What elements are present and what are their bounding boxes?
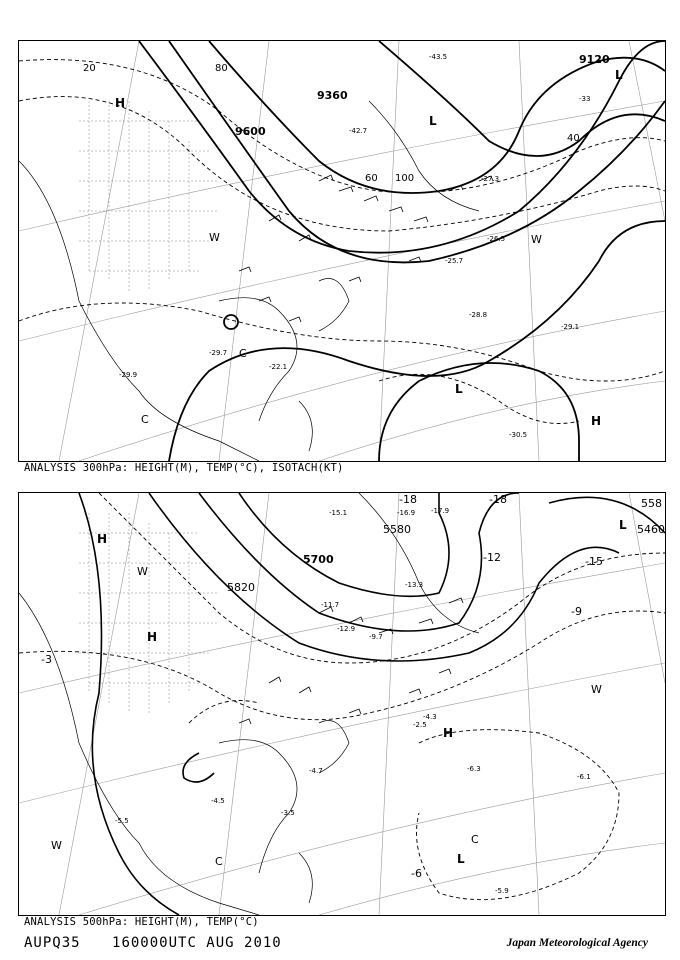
temp-value: -16.9: [397, 509, 416, 517]
temp-value: -42.7: [349, 127, 368, 135]
chart-code: AUPQ35: [24, 935, 81, 951]
high-center: H: [591, 414, 602, 428]
isotachs: [19, 60, 665, 424]
isotach-label: 80: [215, 63, 228, 74]
isotach-label: 40: [567, 133, 580, 144]
isotherms: [19, 493, 665, 900]
temp-value: -28.8: [469, 311, 488, 319]
temp-value: -3.5: [281, 809, 295, 817]
cold-center: C: [239, 347, 247, 360]
high-center: H: [443, 726, 454, 740]
height-label: 5820: [227, 581, 255, 594]
high-center: H: [147, 630, 158, 644]
isotach-label: 60: [365, 173, 378, 184]
height-contours: [79, 493, 665, 915]
temp-value: -30.5: [509, 431, 528, 439]
low-center: L: [429, 114, 437, 128]
temp-value: -26.5: [487, 235, 506, 243]
temp-value: -6.3: [467, 765, 481, 773]
valid-time: 160000UTC AUG 2010: [112, 935, 282, 951]
caption-500hpa: ANALYSIS 500hPa: HEIGHT(M), TEMP(°C): [24, 916, 259, 928]
height-label: 9360: [317, 89, 348, 102]
cold-center: C: [215, 855, 223, 868]
high-center: H: [115, 96, 126, 110]
height-label: 5700: [303, 553, 334, 566]
isotach-label: 100: [395, 173, 415, 184]
warm-center: W: [51, 839, 62, 852]
temp-value: -29.7: [209, 349, 228, 357]
caption-300hpa: ANALYSIS 300hPa: HEIGHT(M), TEMP(°C), ISOTACH(KT): [24, 462, 344, 474]
warm-center: W: [209, 231, 220, 244]
temp-contour-label: -9: [571, 605, 582, 618]
temp-value: -11.7: [321, 601, 340, 609]
height-label: 558: [641, 497, 662, 510]
temp-value: -2.5: [413, 721, 427, 729]
cold-center: C: [471, 833, 479, 846]
map-500hpa: [19, 493, 665, 915]
high-center: H: [97, 532, 108, 546]
temp-value: -6.1: [577, 773, 591, 781]
temp-contour-label: -18: [399, 493, 417, 506]
temp-value: -13.3: [405, 581, 424, 589]
low-center: L: [457, 852, 465, 866]
map-300hpa: [19, 41, 665, 461]
agency-credit: Japan Meteorological Agency: [506, 937, 648, 949]
temp-value: -15.1: [329, 509, 348, 517]
height-label: 9600: [235, 125, 266, 138]
temp-value: -25.7: [445, 257, 464, 265]
temp-value: -43.5: [429, 53, 448, 61]
height-label: 5580: [383, 523, 411, 536]
temp-value: -29.1: [561, 323, 580, 331]
chart-id-line: [24, 935, 304, 951]
temp-value: -29.9: [119, 371, 138, 379]
warm-center: W: [591, 683, 602, 696]
cold-center: C: [141, 413, 149, 426]
low-center: L: [619, 518, 627, 532]
temp-value: -9.7: [369, 633, 383, 641]
temp-contour-label: -18: [489, 493, 507, 506]
coastline: [19, 493, 479, 915]
low-center: L: [455, 382, 463, 396]
temp-value: -5.9: [495, 887, 509, 895]
temp-value: -5.5: [115, 817, 129, 825]
temp-contour-label: -6: [411, 867, 422, 880]
temp-value: -4.5: [211, 797, 225, 805]
temp-value: -12.9: [337, 625, 356, 633]
temp-value: -4.3: [423, 713, 437, 721]
terrain-hatch: [79, 101, 219, 291]
wind-barbs: [239, 598, 463, 724]
low-contour-ring: [224, 315, 238, 329]
height-label: 5460: [637, 523, 665, 536]
height-label: 9120: [579, 53, 610, 66]
temp-value: -4.7: [309, 767, 323, 775]
low-center: L: [615, 68, 623, 82]
temp-value: -22.1: [269, 363, 288, 371]
chart-500hpa: [18, 492, 666, 916]
temp-contour-label: -3: [41, 653, 52, 666]
height-contours: [139, 41, 665, 461]
temp-value: -33: [579, 95, 591, 103]
temp-contour-label: -15: [585, 555, 603, 568]
warm-center: W: [137, 565, 148, 578]
temp-value: -17.9: [431, 507, 450, 515]
temp-contour-label: -12: [483, 551, 501, 564]
temp-value: -27.3: [481, 175, 500, 183]
isotach-label: 20: [83, 63, 96, 74]
chart-300hpa: [18, 40, 666, 462]
warm-center: W: [531, 233, 542, 246]
wind-barbs: [239, 175, 493, 322]
